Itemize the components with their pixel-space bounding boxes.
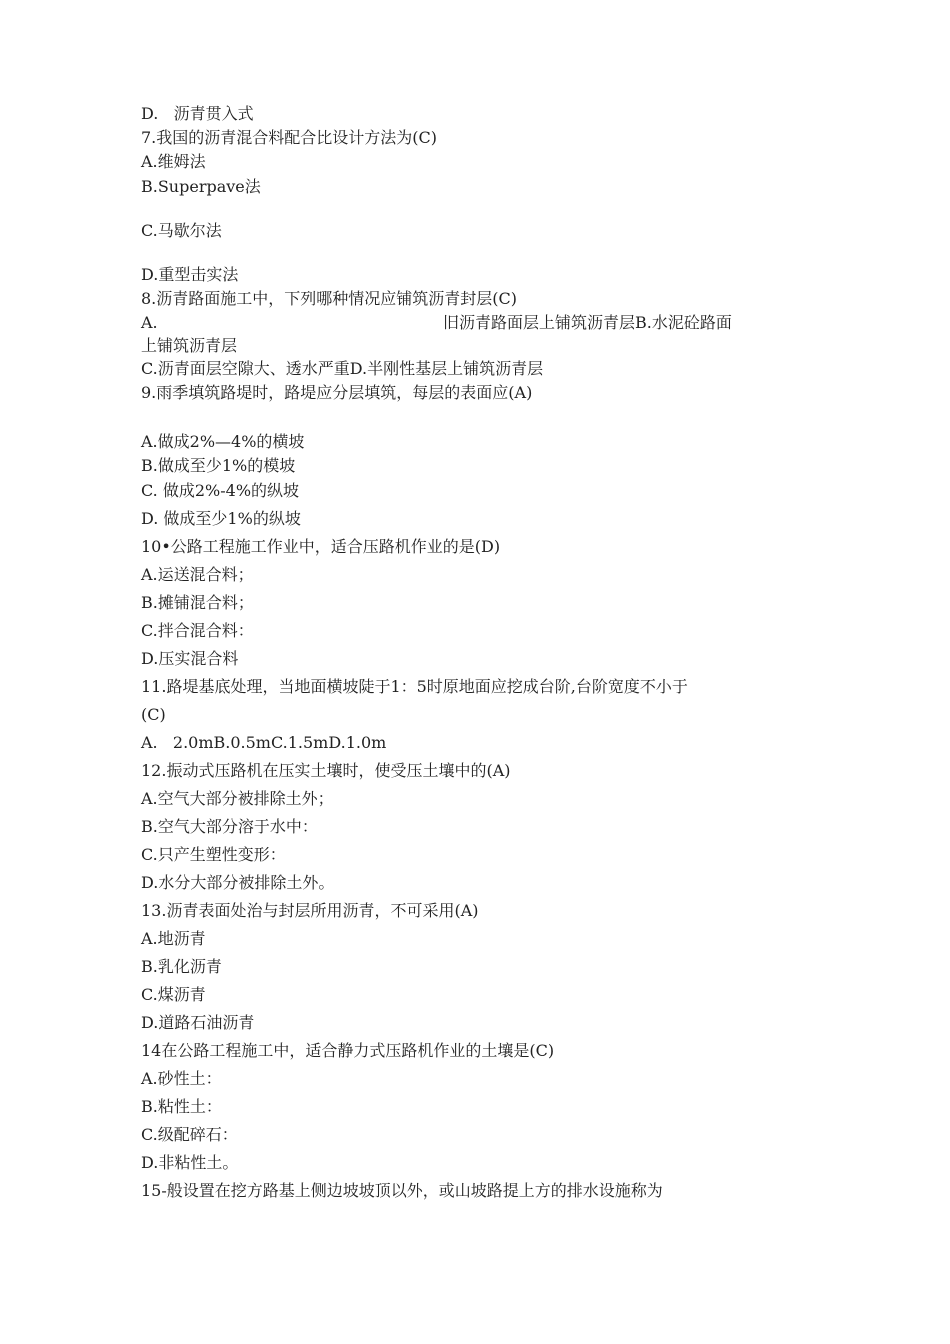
option-d-q12: D.水分大部分被排除土外。 [141, 873, 335, 892]
question-11: 11.路堤基底处理，当地面横坡陡于1：5时原地面应挖成台阶,台阶宽度不小于 [141, 677, 688, 696]
question-10: 10•公路工程施工作业中，适合压路机作业的是(D) [141, 537, 501, 556]
option-a-q13: A.地沥青 [141, 929, 206, 948]
option-b-q13: B.乳化沥青 [141, 957, 222, 976]
option-b-q9: B.做成至少1%的模坡 [141, 456, 296, 475]
option-a-q12: A.空气大部分被排除土外； [141, 789, 334, 808]
question-7: 7.我国的沥青混合料配合比设计方法为(C) [141, 128, 437, 147]
option-b-continuation-q8: 上铺筑沥青层 [141, 336, 238, 355]
option-d-q10: D.压实混合料 [141, 649, 239, 668]
option-c-q14: C.级配碎石： [141, 1125, 238, 1144]
option-d-q9: D. 做成至少1%的纵坡 [141, 509, 301, 528]
question-11-answer: (C) [141, 705, 166, 724]
option-d-q13: D.道路石油沥青 [141, 1013, 255, 1032]
option-c-q10: C.拌合混合料： [141, 621, 254, 640]
option-c-q7: C.马歇尔法 [141, 221, 222, 240]
option-b-q7: B.Superpave法 [141, 177, 261, 196]
option-b-q14: B.粘性土： [141, 1097, 222, 1116]
question-13: 13.沥青表面处治与封层所用沥青，不可采用(A) [141, 901, 479, 920]
option-a-q7: A.维姆法 [141, 152, 206, 171]
option-b-q10: B.摊铺混合料； [141, 593, 254, 612]
option-b-q12: B.空气大部分溶于水中： [141, 817, 318, 836]
option-a-label-q8: A. [141, 313, 158, 332]
question-14: 14在公路工程施工中，适合静力式压路机作业的土壤是(C) [141, 1041, 555, 1060]
option-a-q10: A.运送混合料； [141, 565, 254, 584]
options-c-d-q8: C.沥青面层空隙大、透水严重D.半刚性基层上铺筑沥青层 [141, 359, 544, 378]
option-d-q6: D. 沥青贯入式 [141, 104, 254, 123]
option-a-text-q8: 旧沥青路面层上铺筑沥青层B.水泥砼路面 [443, 313, 732, 332]
option-d-q7: D.重型击实法 [141, 265, 239, 284]
option-c-q9: C. 做成2%-4%的纵坡 [141, 481, 300, 500]
question-15: 15-般设置在挖方路基上侧边坡坡顶以外，或山坡路提上方的排水设施称为 [141, 1181, 663, 1200]
options-q11: A. 2.0mB.0.5mC.1.5mD.1.0m [141, 733, 387, 752]
option-a-q9: A.做成2%—4%的横坡 [141, 432, 305, 451]
question-12: 12.振动式压路机在压实土壤时，使受压土壤中的(A) [141, 761, 511, 780]
option-a-q14: A.砂性土： [141, 1069, 222, 1088]
option-c-q13: C.煤沥青 [141, 985, 206, 1004]
question-8: 8.沥青路面施工中，下列哪种情况应铺筑沥青封层(C) [141, 289, 517, 308]
option-c-q12: C.只产生塑性变形： [141, 845, 286, 864]
option-d-q14: D.非粘性土。 [141, 1153, 239, 1172]
question-9: 9.雨季填筑路堤时，路堤应分层填筑，每层的表面应(A) [141, 383, 533, 402]
